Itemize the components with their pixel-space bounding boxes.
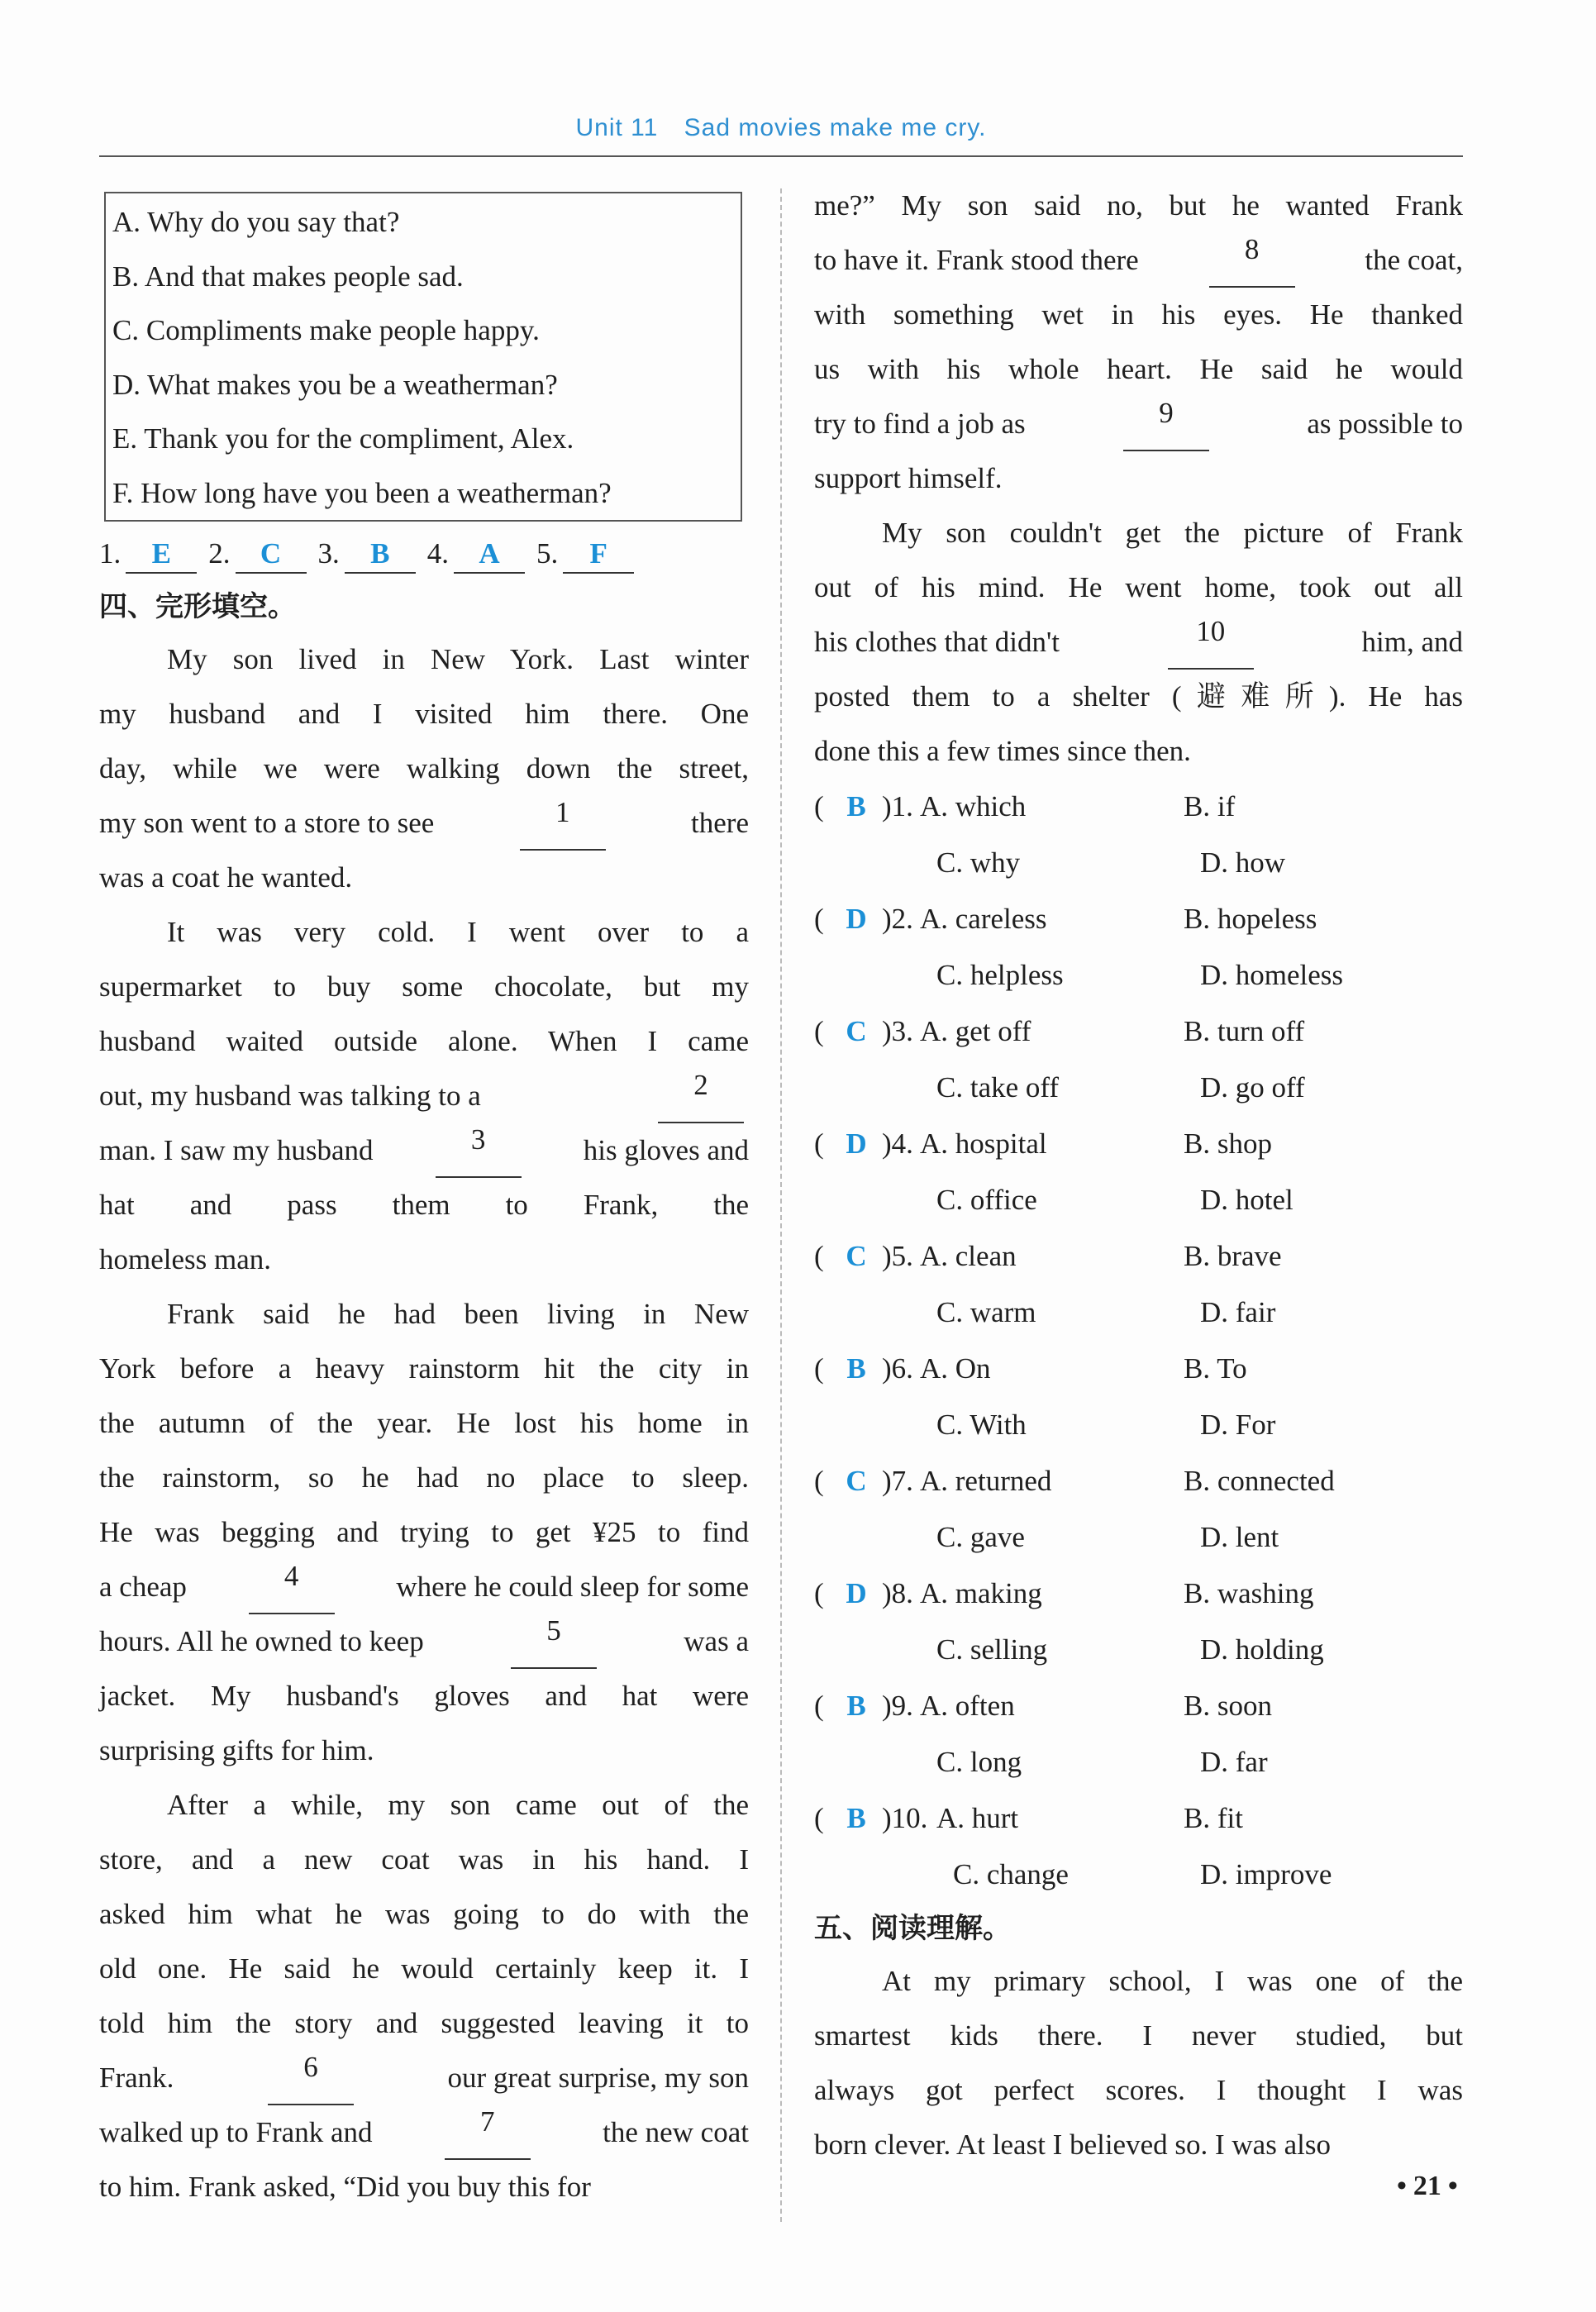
header-rule [99, 155, 1463, 157]
choice-a: A. hurt [936, 1802, 1019, 1834]
text: At my primary school, I was one of the [882, 1965, 1463, 1997]
option-b: B. And that makes people sad. [112, 260, 464, 293]
choice-c: C. why [936, 846, 1021, 879]
blank-5: 5 [511, 1614, 597, 1669]
blank-1: 1 [520, 796, 606, 851]
blank-6: 6 [268, 2051, 354, 2105]
text-line: jacket. My husband's gloves and hat were [99, 1680, 749, 1712]
choice-b: B. fit [1184, 1802, 1243, 1834]
text: man. I saw my husband [99, 1134, 374, 1166]
question-number: )5. [882, 1240, 913, 1272]
passage-paragraph-3 [99, 1287, 749, 1778]
text: try to find a job as [814, 408, 1026, 440]
paren: ( [814, 790, 824, 822]
answer-value: F [563, 536, 634, 574]
blank-3: 3 [436, 1123, 522, 1178]
text-line: surprising gifts for him. [99, 1734, 374, 1766]
option-f: F. How long have you been a weatherman? [112, 476, 612, 509]
text-line: us with his whole heart. He said he would [814, 353, 1463, 385]
choice-a: A. clean [920, 1240, 1017, 1272]
text-line [814, 397, 1463, 451]
answer-value: B [345, 536, 416, 574]
paren: ( [814, 1240, 824, 1272]
question-number: )8. [882, 1577, 913, 1609]
text: as possible to [1307, 408, 1463, 440]
answer-value: C [236, 536, 307, 574]
text-line: York before a heavy rainstorm hit the city in [99, 1352, 749, 1385]
answer-item [536, 527, 634, 581]
choice-c: C. warm [936, 1296, 1036, 1328]
choice-c: C. selling [936, 1633, 1048, 1666]
choice-b: B. shop [1184, 1127, 1272, 1160]
choice-d: D. homeless [1200, 959, 1344, 991]
text-line: supermarket to buy some chocolate, but my [99, 970, 749, 1003]
text: where he could sleep for some [396, 1571, 749, 1603]
text: his clothes that didn't [814, 626, 1060, 658]
choice-b: B. soon [1184, 1690, 1272, 1722]
question-answer: D [846, 1577, 867, 1609]
dot: • [1447, 2171, 1458, 2201]
paren: ( [814, 1127, 824, 1160]
option-e: E. Thank you for the compliment, Alex. [112, 422, 574, 455]
text-line: my husband and I visited him there. One [99, 698, 749, 730]
text-line: asked him what he was going to do with the [99, 1898, 749, 1930]
right-column [814, 179, 1463, 2172]
section-4-title: 四、完形填空。 [99, 590, 296, 623]
passage-paragraph-4 [99, 1778, 749, 2214]
answer-value: E [126, 536, 197, 574]
text: Frank said he had been living in New [167, 1298, 749, 1330]
text: It was very cold. I went over to a [167, 916, 749, 948]
question-answer: C [846, 1240, 867, 1272]
text-line [99, 1287, 749, 1342]
answer-value: A [454, 536, 525, 574]
choice-a: A. get off [920, 1015, 1031, 1047]
question-row-cont [814, 1060, 1463, 1116]
passage-paragraph-1 [99, 632, 749, 905]
text-line [99, 1123, 749, 1178]
blank-7: 7 [445, 2105, 531, 2160]
text-line: told him the story and suggested leaving it to [99, 2007, 749, 2039]
text: there [691, 807, 749, 839]
column-divider [780, 188, 782, 2222]
text-line [814, 506, 1463, 560]
text-line [814, 1954, 1463, 2009]
text-line [99, 905, 749, 960]
paren: ( [814, 1465, 824, 1497]
text-line: done this a few times since then. [814, 735, 1191, 767]
paren: ( [814, 903, 824, 935]
choice-d: D. how [1200, 846, 1286, 879]
choice-a: A. often [920, 1690, 1015, 1722]
choice-b: B. turn off [1184, 1015, 1305, 1047]
question-number: )10. [882, 1802, 928, 1834]
text-line: posted them to a shelter (避难所). He has [814, 680, 1463, 713]
question-number: )7. [882, 1465, 913, 1497]
choice-a: A. On [920, 1352, 991, 1385]
text: to have it. Frank stood there [814, 244, 1139, 276]
text-line [99, 2051, 749, 2105]
text-line: always got perfect scores. I thought I was [814, 2074, 1463, 2106]
choice-d: D. improve [1200, 1858, 1332, 1890]
choice-c: C. office [936, 1184, 1037, 1216]
question-answer: B [846, 1690, 866, 1722]
question-list [814, 779, 1463, 1903]
text: my son went to a store to see [99, 807, 435, 839]
paren: ( [814, 1577, 824, 1609]
text: a cheap [99, 1571, 187, 1603]
choice-b: B. if [1184, 790, 1236, 822]
text-line: husband waited outside alone. When I came [99, 1025, 749, 1057]
text-line: smartest kids there. I never studied, but [814, 2019, 1463, 2052]
text-line: hat and pass them to Frank, the [99, 1189, 749, 1221]
question-answer: D [846, 903, 867, 935]
choice-c: C. gave [936, 1521, 1025, 1553]
question-answer: C [846, 1465, 867, 1497]
choice-d: D. hotel [1200, 1184, 1293, 1216]
choice-b: B. washing [1184, 1577, 1314, 1609]
question-number: )4. [882, 1127, 913, 1160]
choice-a: A. returned [920, 1465, 1052, 1497]
text: After a while, my son came out of the [167, 1789, 749, 1821]
question-answer: D [846, 1127, 867, 1160]
blank-9: 9 [1123, 397, 1209, 451]
text: hours. All he owned to keep [99, 1625, 424, 1657]
question-row [814, 1790, 1463, 1847]
answer-number: 5. [536, 537, 559, 570]
reading-paragraph [814, 1954, 1463, 2172]
question-row-cont [814, 1847, 1463, 1903]
choice-b: B. brave [1184, 1240, 1282, 1272]
text-line [99, 1560, 749, 1614]
text: out, my husband was talking to a [99, 1080, 481, 1112]
question-row [814, 1453, 1463, 1509]
choice-a: A. careless [920, 903, 1047, 935]
blank-2: 2 [658, 1069, 744, 1123]
text: Frank. [99, 2062, 174, 2094]
text-line [99, 632, 749, 687]
question-number: )2. [882, 903, 913, 935]
text-line: homeless man. [99, 1243, 272, 1275]
choice-d: D. lent [1200, 1521, 1279, 1553]
text-line: He was begging and trying to get ¥25 to find [99, 1516, 749, 1548]
blank-8: 8 [1209, 233, 1295, 288]
text: him, and [1361, 626, 1463, 658]
choice-a: A. hospital [920, 1127, 1047, 1160]
choice-c: C. long [936, 1746, 1022, 1778]
question-number: )9. [882, 1690, 913, 1722]
question-answer: B [846, 790, 866, 822]
question-row [814, 1116, 1463, 1172]
choice-d: D. go off [1200, 1071, 1305, 1104]
page-number [1390, 2171, 1465, 2202]
question-row-cont [814, 835, 1463, 891]
choice-a: A. making [920, 1577, 1042, 1609]
question-answer: C [846, 1015, 867, 1047]
text: walked up to Frank and [99, 2116, 373, 2148]
choice-d: D. fair [1200, 1296, 1276, 1328]
dot: • [1397, 2171, 1407, 2201]
text-line [99, 1069, 749, 1123]
passage-paragraph-2 [99, 905, 749, 1287]
text-line: day, while we were walking down the street, [99, 752, 749, 784]
answer-number: 1. [99, 537, 121, 570]
question-number: )3. [882, 1015, 913, 1047]
text: the coat, [1365, 244, 1463, 276]
paren: ( [814, 1690, 824, 1722]
text-line [814, 233, 1463, 288]
option-a: A. Why do you say that? [112, 206, 400, 238]
question-row [814, 1678, 1463, 1734]
choice-c: C. helpless [936, 959, 1064, 991]
text-line: born clever. At least I believed so. I was also [814, 2128, 1331, 2161]
left-column [99, 184, 749, 2214]
question-row-cont [814, 947, 1463, 1003]
text: My son couldn't get the picture of Frank [882, 517, 1463, 549]
question-answer: B [846, 1802, 866, 1834]
text-line: with something wet in his eyes. He thanked [814, 298, 1463, 331]
question-answer: B [846, 1352, 866, 1385]
blank-10: 10 [1168, 615, 1254, 670]
text-line: out of his mind. He went home, took out all [814, 571, 1463, 603]
question-row [814, 891, 1463, 947]
page-number-value: 21 [1413, 2171, 1441, 2201]
paren: ( [814, 1802, 824, 1834]
passage-paragraph-5 [814, 179, 1463, 506]
choice-c: C. take off [936, 1071, 1060, 1104]
choice-c: C. change [953, 1858, 1069, 1890]
question-row-cont [814, 1622, 1463, 1678]
header-unit: Unit 11 [575, 114, 659, 141]
answer-number: 4. [426, 537, 449, 570]
text-line: the rainstorm, so he had no place to sleep. [99, 1461, 749, 1494]
choice-d: D. For [1200, 1409, 1276, 1441]
text-line: support himself. [814, 462, 1003, 494]
text-line: me?” My son said no, but he wanted Frank [814, 189, 1463, 222]
passage-paragraph-6 [814, 506, 1463, 779]
text-line: store, and a new coat was in his hand. I [99, 1843, 749, 1876]
text: the new coat [603, 2116, 749, 2148]
question-row [814, 1566, 1463, 1622]
question-row-cont [814, 1734, 1463, 1790]
option-c: C. Compliments make people happy. [112, 314, 540, 346]
choice-a: A. which [920, 790, 1027, 822]
text: My son lived in New York. Last winter [167, 643, 749, 675]
text-line [99, 1778, 749, 1833]
choice-d: D. far [1200, 1746, 1268, 1778]
question-row [814, 1003, 1463, 1060]
text: his gloves and [583, 1134, 749, 1166]
text-line: the autumn of the year. He lost his home in [99, 1407, 749, 1439]
option-d: D. What makes you be a weatherman? [112, 368, 558, 401]
choice-c: C. With [936, 1409, 1027, 1441]
question-row [814, 1341, 1463, 1397]
paren: ( [814, 1352, 824, 1385]
question-number: )1. [882, 790, 913, 822]
answer-item [99, 527, 197, 581]
question-row-cont [814, 1509, 1463, 1566]
text-line: was a coat he wanted. [99, 861, 353, 894]
text-line: old one. He said he would certainly keep it. I [99, 1952, 749, 1985]
question-row-cont [814, 1285, 1463, 1341]
text-line [814, 615, 1463, 670]
paren: ( [814, 1015, 824, 1047]
choice-b: B. hopeless [1184, 903, 1317, 935]
answer-number: 2. [208, 537, 231, 570]
choice-d: D. holding [1200, 1633, 1324, 1666]
question-row [814, 1228, 1463, 1285]
blank-4: 4 [249, 1560, 335, 1614]
text-line: to him. Frank asked, “Did you buy this for [99, 2171, 591, 2203]
text-line [99, 1614, 749, 1669]
header-title: Sad movies make me cry. [684, 114, 987, 141]
question-number: )6. [882, 1352, 913, 1385]
options-box [104, 192, 742, 522]
question-row-cont [814, 1172, 1463, 1228]
text-line [99, 2105, 749, 2160]
text-line [99, 796, 749, 851]
answer-item [427, 527, 525, 581]
choice-b: B. To [1184, 1352, 1247, 1385]
answers-row [99, 527, 749, 581]
answer-item [208, 527, 306, 581]
text: was a [684, 1625, 749, 1657]
answer-number: 3. [317, 537, 340, 570]
page-header [99, 114, 1463, 157]
text: our great surprise, my son [447, 2062, 749, 2094]
choice-b: B. connected [1184, 1465, 1335, 1497]
question-row-cont [814, 1397, 1463, 1453]
section-5-title: 五、阅读理解。 [814, 1912, 1011, 1945]
question-row [814, 779, 1463, 835]
answer-item [318, 527, 416, 581]
